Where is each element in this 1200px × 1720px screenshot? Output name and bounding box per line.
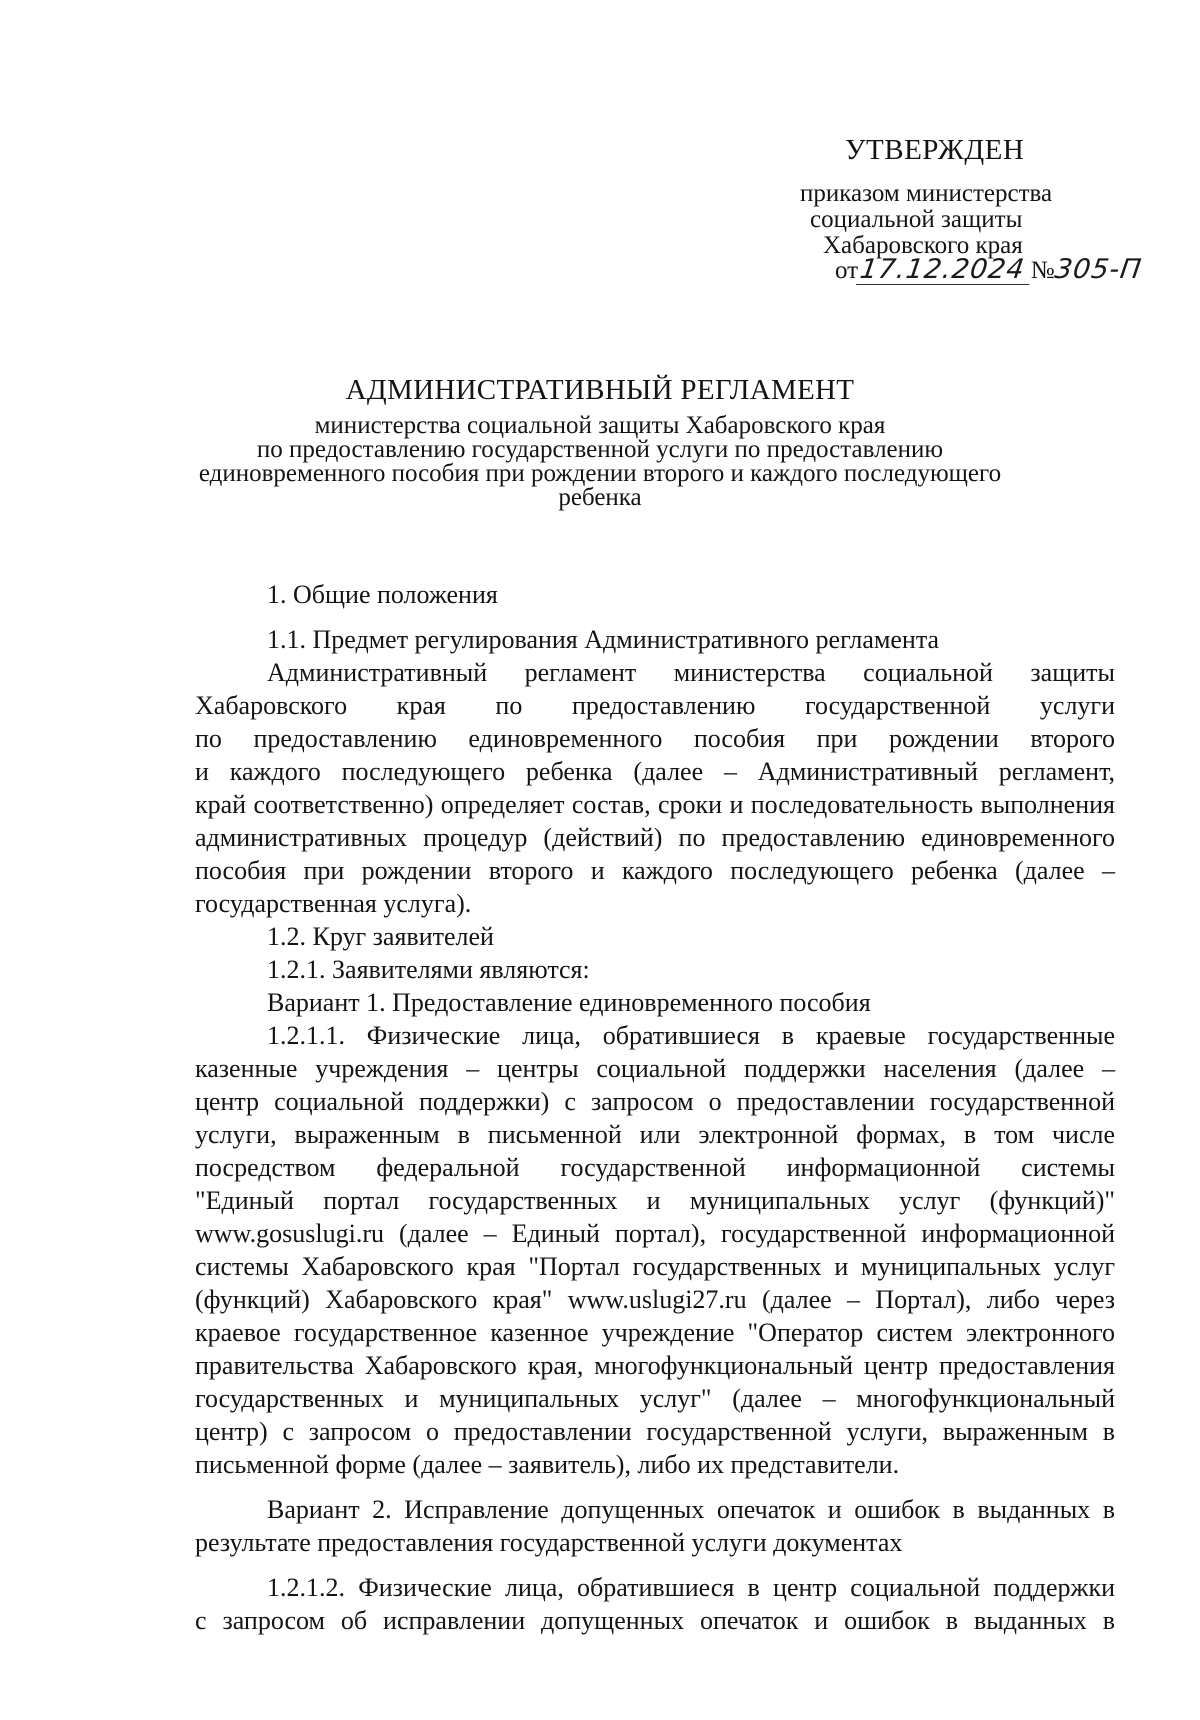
paragraph [195,1493,1115,1559]
approval-title: УТВЕРЖДЕН [845,134,1025,166]
text-line: край соответственно) определяет состав, сроки и последовательность выполнения [195,790,1115,819]
variant-heading: Вариант 1. Предоставление единовременного пособия [267,988,871,1017]
subsection-heading: 1.1. Предмет регулирования Административного регламента [267,625,940,654]
text-line: 1.2.1.1. Физические лица, обратившиеся в краевые государственные [267,1021,1115,1050]
text-line: Административный регламент министерства социальной защиты [267,658,1115,687]
text-line: и каждого последующего ребенка (далее – Административный регламент, [195,757,1115,786]
subtitle-line: ребенка [558,484,642,511]
text-line: по предоставлению единовременного пособия при рождении второго [195,724,1115,753]
approval-line-1: приказом министерства [800,180,1053,207]
text-line: пособия при рождении второго и каждого последующего ребенка (далее – [195,856,1115,885]
paragraph [195,1019,1115,1481]
text-line: с запросом об исправлении допущенных опечаток и ошибок в выданных в [195,1606,1115,1635]
text-line: казенные учреждения – центры социальной поддержки населения (далее – [195,1054,1115,1083]
text-line: центр социальной поддержки) с запросом о предоставлении государственной [195,1087,1115,1116]
subsection-heading: 1.2.1. Заявителями являются: [267,955,590,984]
subtitle-line: министерства социальной защиты Хабаровского края [314,412,886,439]
handwritten-order-number: 305-П [1052,254,1144,285]
text-line: результате предоставления государственной услуги документах [195,1528,903,1557]
approval-line-2: социальной защиты [810,206,1023,233]
text-line: услуги, выраженным в письменной или электронной формах, в том числе [195,1120,1115,1149]
text-line: государственная услуга). [195,889,472,918]
subtitle-line: по предоставлению государственной услуги по предоставлению [256,436,944,463]
text-line: (функций) Хабаровского края" www.uslugi27.ru (далее – Портал), либо через [195,1285,1115,1314]
text-line: системы Хабаровского края "Портал государственных и муниципальных услуг [195,1252,1115,1281]
text-line: письменной форме (далее – заявитель), либо их представители. [195,1450,900,1479]
text-line: административных процедур (действий) по предоставлению единовременного [195,823,1115,852]
text-line: государственных и муниципальных услуг" (далее – многофункциональный [195,1384,1115,1413]
section-heading: 1. Общие положения [267,580,498,609]
text-line: краевое государственное казенное учреждение "Оператор систем электронного [195,1318,1115,1347]
approval-date-line [835,254,1144,285]
subsection-heading: 1.2. Круг заявителей [267,922,494,951]
handwritten-date: 17.12.2024 [856,256,1033,285]
paragraph [195,656,1115,920]
text-line: правительства Хабаровского края, многофункциональный центр предоставления [195,1351,1115,1380]
document-subtitle [0,414,1200,510]
document-title: АДМИНИСТРАТИВНЫЙ РЕГЛАМЕНТ [345,374,855,406]
text-line: 1.2.1.2. Физические лица, обратившиеся в центр социальной поддержки [267,1573,1115,1602]
subtitle-line: единовременного пособия при рождении второго и каждого последующего [198,460,1002,487]
text-line: Вариант 2. Исправление допущенных опечаток и ошибок в выданных в [267,1495,1115,1524]
text-line: посредством федеральной государственной информационной системы [195,1153,1115,1182]
paragraph [195,1571,1115,1637]
document-body [195,578,1115,1637]
date-prefix: от [835,257,859,284]
approval-line-3: Хабаровского края [823,232,1023,259]
text-line: центр) с запросом о предоставлении государственной услуги, выраженным в [195,1417,1115,1446]
number-sign: № [1030,257,1055,284]
text-line: Хабаровского края по предоставлению государственной услуги [195,691,1115,720]
text-line: "Единый портал государственных и муниципальных услуг (функций)" [195,1186,1115,1215]
text-line: www.gosuslugi.ru (далее – Единый портал), государственной информационной [195,1219,1115,1248]
